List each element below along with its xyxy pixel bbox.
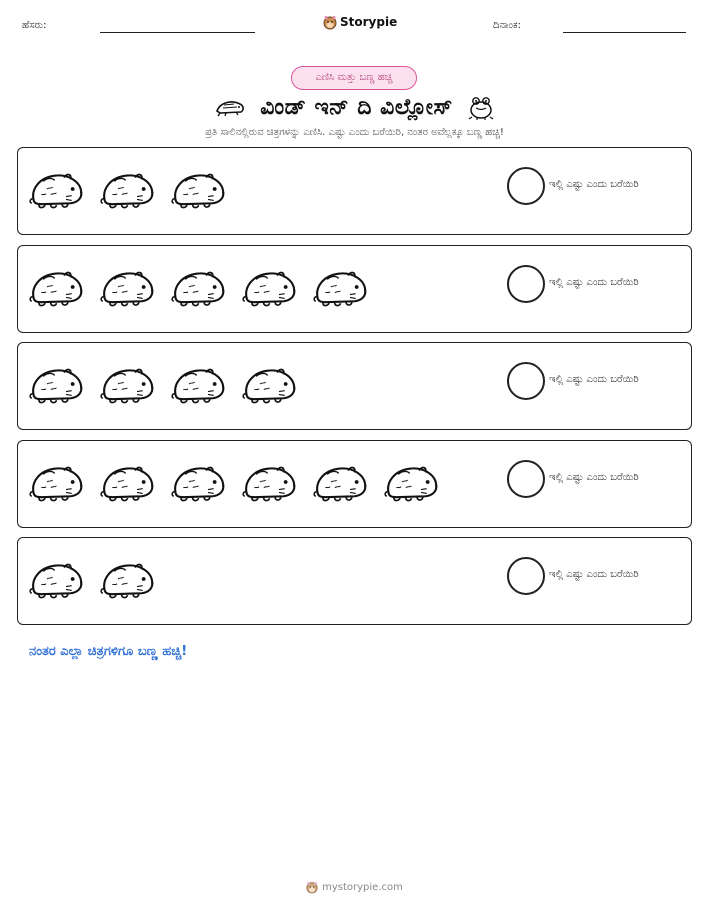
hamster-picture[interactable] bbox=[99, 458, 156, 506]
hamster-picture[interactable] bbox=[99, 263, 156, 311]
count-row-1 bbox=[17, 147, 692, 235]
name-label: ಹೆಸರು: bbox=[22, 20, 47, 31]
hamster-picture[interactable] bbox=[312, 263, 369, 311]
hamster-mascot-icon bbox=[306, 880, 318, 894]
animal-group bbox=[28, 263, 369, 311]
site-url[interactable]: mystorypie.com bbox=[322, 881, 403, 893]
answer-circle[interactable] bbox=[507, 557, 545, 595]
date-label: ದಿನಾಂಕ: bbox=[493, 20, 521, 31]
site-footer bbox=[0, 880, 709, 894]
answer-circle[interactable] bbox=[507, 167, 545, 205]
hamster-picture[interactable] bbox=[170, 165, 227, 213]
mole-icon bbox=[214, 96, 246, 118]
hamster-picture[interactable] bbox=[99, 555, 156, 603]
hamster-picture[interactable] bbox=[28, 555, 85, 603]
animal-group bbox=[28, 555, 156, 603]
brand-name: Storypie bbox=[340, 15, 398, 29]
toad-icon bbox=[467, 93, 495, 121]
hamster-picture[interactable] bbox=[241, 458, 298, 506]
count-row-2 bbox=[17, 245, 692, 333]
hamster-picture[interactable] bbox=[99, 360, 156, 408]
write-here-label: ಇಲ್ಲಿ ಎಷ್ಟು ಎಂದು ಬರೆಯಿರಿ bbox=[549, 374, 639, 385]
date-write-line[interactable] bbox=[563, 32, 686, 33]
hamster-picture[interactable] bbox=[28, 458, 85, 506]
count-row-5 bbox=[17, 537, 692, 625]
hamster-picture[interactable] bbox=[241, 263, 298, 311]
title-row bbox=[0, 90, 709, 124]
animal-group bbox=[28, 360, 298, 408]
count-row-4 bbox=[17, 440, 692, 528]
write-here-label: ಇಲ್ಲಿ ಎಷ್ಟು ಎಂದು ಬರೆಯಿರಿ bbox=[549, 179, 639, 190]
hamster-picture[interactable] bbox=[170, 458, 227, 506]
worksheet-title: ವಿಂಡ್ ಇನ್ ದಿ ವಿಲ್ಲೋಸ್ bbox=[260, 94, 453, 120]
animal-group bbox=[28, 165, 227, 213]
name-write-line[interactable] bbox=[100, 32, 255, 33]
hamster-picture[interactable] bbox=[28, 263, 85, 311]
instructions-text: ಪ್ರತಿ ಸಾಲಿನಲ್ಲಿರುವ ಚಿತ್ರಗಳನ್ನು ಎಣಿಸಿ. ಎಷ್ಟು ಎಂದು ಬರೆಯಿರಿ, ನಂತರ ಅವೆಲ್ಲಕ್ಕೂ ಬಣ್ಣ ಹಚ್ಚಿ! bbox=[205, 127, 504, 138]
hamster-picture[interactable] bbox=[312, 458, 369, 506]
answer-circle[interactable] bbox=[507, 265, 545, 303]
count-row-3 bbox=[17, 342, 692, 430]
write-here-label: ಇಲ್ಲಿ ಎಷ್ಟು ಎಂದು ಬರೆಯಿರಿ bbox=[549, 277, 639, 288]
hamster-picture[interactable] bbox=[170, 263, 227, 311]
hamster-picture[interactable] bbox=[28, 360, 85, 408]
hamster-mascot-icon bbox=[323, 14, 337, 30]
answer-circle[interactable] bbox=[507, 460, 545, 498]
hamster-picture[interactable] bbox=[383, 458, 440, 506]
activity-badge: ಎಣಿಸಿ ಮತ್ತು ಬಣ್ಣ ಹಚ್ಚಿ bbox=[291, 66, 417, 90]
hamster-picture[interactable] bbox=[99, 165, 156, 213]
hamster-picture[interactable] bbox=[170, 360, 227, 408]
color-all-note: ನಂತರ ಎಲ್ಲಾ ಚಿತ್ರಗಳಿಗೂ ಬಣ್ಣ ಹಚ್ಚಿ! bbox=[29, 644, 188, 659]
animal-group bbox=[28, 458, 440, 506]
write-here-label: ಇಲ್ಲಿ ಎಷ್ಟು ಎಂದು ಬರೆಯಿರಿ bbox=[549, 569, 639, 580]
hamster-picture[interactable] bbox=[241, 360, 298, 408]
answer-circle[interactable] bbox=[507, 362, 545, 400]
hamster-picture[interactable] bbox=[28, 165, 85, 213]
write-here-label: ಇಲ್ಲಿ ಎಷ್ಟು ಎಂದು ಬರೆಯಿರಿ bbox=[549, 472, 639, 483]
worksheet-header bbox=[0, 12, 709, 42]
brand-logo bbox=[323, 14, 397, 30]
